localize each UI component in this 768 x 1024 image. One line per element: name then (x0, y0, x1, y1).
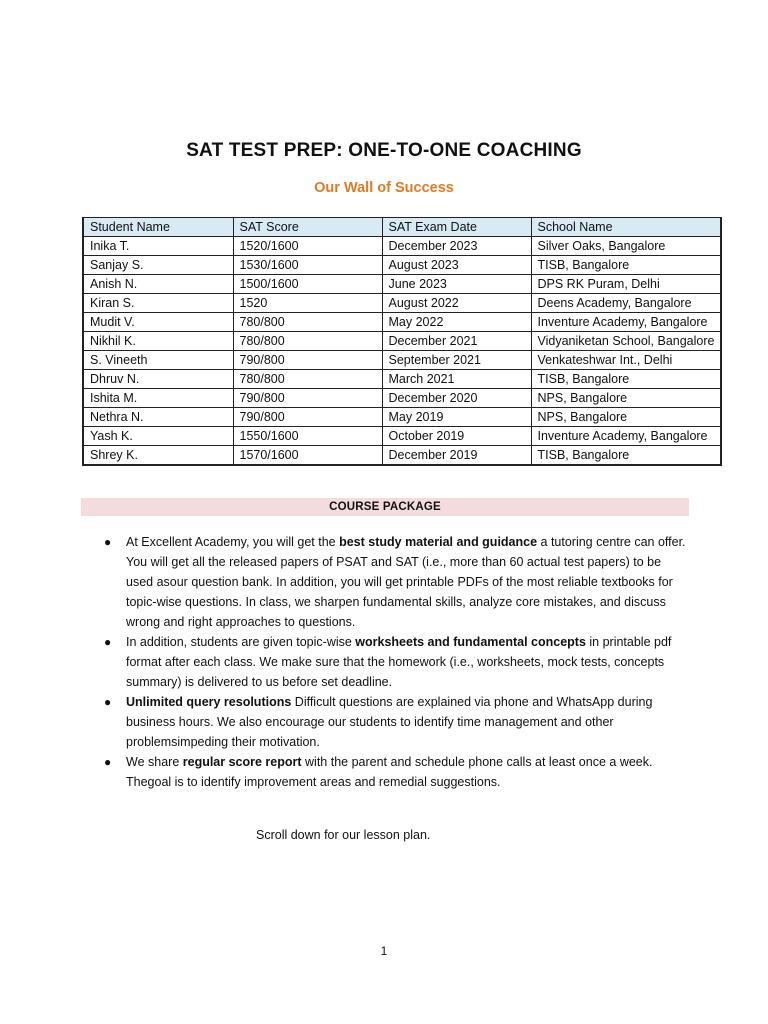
table-cell: December 2023 (382, 237, 531, 256)
table-cell: October 2019 (382, 427, 531, 446)
table-cell: 790/800 (233, 389, 382, 408)
table-cell: Anish N. (83, 275, 233, 294)
table-cell: Ishita M. (83, 389, 233, 408)
bullet-text-post: Difficult questions are explained via phone and WhatsApp during business hours. We also encourage our students to identify time management and other problemsimpeding their motivation. (126, 695, 653, 749)
table-cell: TISB, Bangalore (531, 256, 721, 275)
list-item (100, 532, 690, 632)
table-cell: Venkateshwar Int., Delhi (531, 351, 721, 370)
bullet-icon: ● (104, 635, 112, 649)
table-cell: Kiran S. (83, 294, 233, 313)
bullet-icon: ● (104, 695, 112, 709)
table-row (83, 427, 721, 446)
bullet-text-pre: In addition, students are given topic-wise (126, 635, 356, 649)
table-body (83, 237, 721, 466)
table-row (83, 294, 721, 313)
table-cell: Nethra N. (83, 408, 233, 427)
table-cell: 1530/1600 (233, 256, 382, 275)
table-cell: Inventure Academy, Bangalore (531, 427, 721, 446)
table-cell: DPS RK Puram, Delhi (531, 275, 721, 294)
course-package-heading: COURSE PACKAGE (81, 498, 689, 516)
list-item (100, 692, 690, 752)
table-cell: 1570/1600 (233, 446, 382, 466)
table-cell: 780/800 (233, 332, 382, 351)
table-cell: May 2022 (382, 313, 531, 332)
course-package-list (100, 532, 690, 792)
page-subtitle: Our Wall of Success (314, 180, 454, 196)
table-cell: Mudit V. (83, 313, 233, 332)
table-cell: S. Vineeth (83, 351, 233, 370)
table-row (83, 351, 721, 370)
table-cell: NPS, Bangalore (531, 408, 721, 427)
table-cell: Shrey K. (83, 446, 233, 466)
bullet-text-post: a tutoring centre can offer. You will get all the released papers of PSAT and SAT (i.e., more than 60 actual test papers) to be used asour question bank. In addition, you will get printable PDFs of the most reliable textbooks for topic-wise questions. In class, we sharpen fundamental skills, analyze core mistakes, and discuss wrong and right approaches to questions. (126, 535, 686, 629)
bullet-text-pre: At Excellent Academy, you will get the (126, 535, 340, 549)
table-cell: Vidyaniketan School, Bangalore (531, 332, 721, 351)
bullet-text-post: in printable pdf format after each class. We make sure that the homework (i.e., worksheets, mock tests, concepts summary) is delivered to us before set deadline. (126, 635, 672, 689)
table-row (83, 370, 721, 389)
page-title: SAT TEST PREP: ONE-TO-ONE COACHING (186, 140, 582, 161)
table-cell: August 2023 (382, 256, 531, 275)
bullet-text-bold: Unlimited query resolutions (126, 695, 292, 709)
wall-of-success-table (82, 217, 722, 466)
table-cell: Sanjay S. (83, 256, 233, 275)
table-row (83, 237, 721, 256)
table-cell: Nikhil K. (83, 332, 233, 351)
bullet-text-bold: best study material and guidance (339, 535, 538, 549)
table-cell: 790/800 (233, 351, 382, 370)
bullet-text-bold: worksheets and fundamental concepts (355, 635, 586, 649)
table-cell: 790/800 (233, 408, 382, 427)
table-row (83, 332, 721, 351)
bullet-text-pre: We share (126, 755, 183, 769)
list-item (100, 752, 690, 792)
bullet-icon: ● (104, 755, 112, 769)
column-header: SAT Score (233, 218, 382, 237)
table-row (83, 313, 721, 332)
table-cell: December 2019 (382, 446, 531, 466)
column-header: SAT Exam Date (382, 218, 531, 237)
scroll-note: Scroll down for our lesson plan. (256, 828, 431, 842)
table-cell: TISB, Bangalore (531, 370, 721, 389)
column-header: School Name (531, 218, 721, 237)
table-row (83, 275, 721, 294)
page-number: 1 (380, 944, 388, 958)
column-header: Student Name (83, 218, 233, 237)
table-cell: Deens Academy, Bangalore (531, 294, 721, 313)
table-row (83, 446, 721, 466)
table-cell: 1520/1600 (233, 237, 382, 256)
table-cell: Inika T. (83, 237, 233, 256)
bullet-text-post: with the parent and schedule phone calls at least once a week. Thegoal is to identify improvement areas and remedial suggestions. (126, 755, 653, 789)
table-cell: 1550/1600 (233, 427, 382, 446)
table-cell: December 2021 (382, 332, 531, 351)
table-cell: TISB, Bangalore (531, 446, 721, 466)
table-cell: December 2020 (382, 389, 531, 408)
table-cell: 780/800 (233, 370, 382, 389)
table-cell: 780/800 (233, 313, 382, 332)
table-row (83, 389, 721, 408)
table-cell: September 2021 (382, 351, 531, 370)
table-cell: August 2022 (382, 294, 531, 313)
table-cell: NPS, Bangalore (531, 389, 721, 408)
table-cell: Silver Oaks, Bangalore (531, 237, 721, 256)
table-cell: March 2021 (382, 370, 531, 389)
table-cell: Inventure Academy, Bangalore (531, 313, 721, 332)
table-cell: Dhruv N. (83, 370, 233, 389)
table-cell: 1520 (233, 294, 382, 313)
table-cell: 1500/1600 (233, 275, 382, 294)
table-header-row (83, 218, 721, 237)
table-row (83, 256, 721, 275)
table-row (83, 408, 721, 427)
bullet-text-bold: regular score report (182, 755, 302, 769)
table-cell: May 2019 (382, 408, 531, 427)
table-cell: Yash K. (83, 427, 233, 446)
bullet-icon: ● (104, 535, 112, 549)
list-item (100, 632, 690, 692)
table-cell: June 2023 (382, 275, 531, 294)
